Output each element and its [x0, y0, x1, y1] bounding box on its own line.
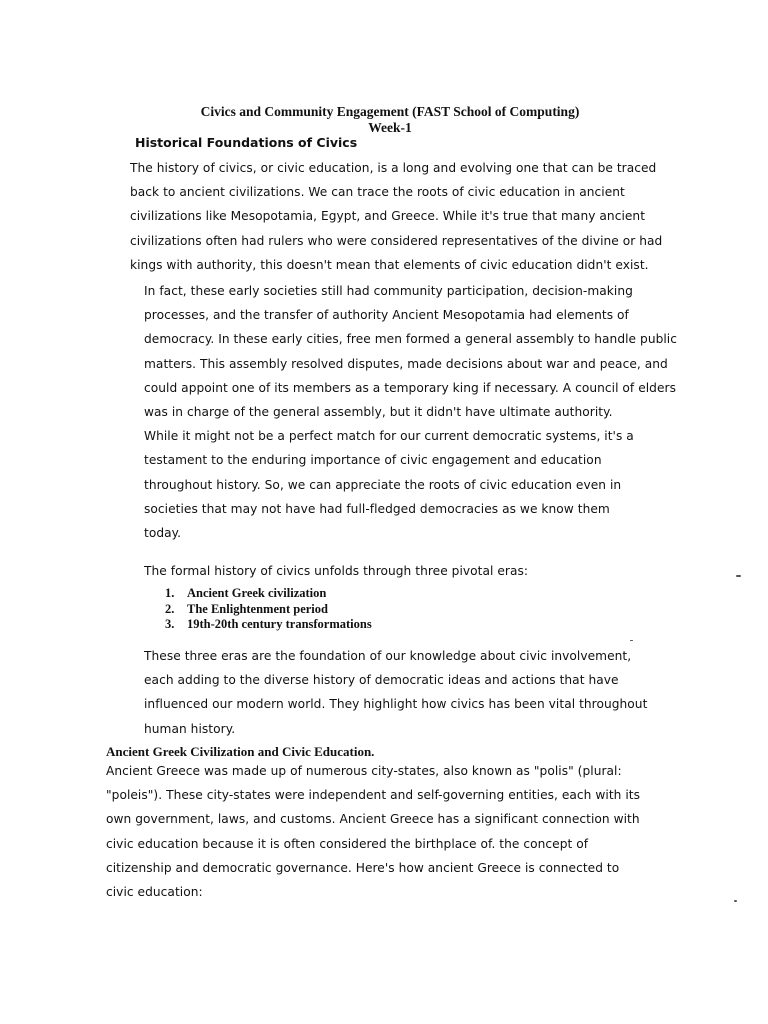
text-line: kings with authority, this doesn't mean that elements of civic education didn't exist. — [130, 257, 649, 272]
section-heading-ancient-greek: Ancient Greek Civilization and Civic Education. — [106, 744, 375, 759]
text-line: human history. — [144, 721, 236, 736]
text-line: influenced our modern world. They highlight how civics has been vital throughout — [144, 697, 648, 712]
section-heading-historical-foundations: Historical Foundations of Civics — [135, 135, 358, 150]
text-line: These three eras are the foundation of our knowledge about civic involvement, — [144, 649, 632, 663]
list-item: 1. Ancient Greek civilization — [165, 586, 327, 600]
text-line: was in charge of the general assembly, but it didn't have ultimate authority. — [144, 405, 613, 420]
text-line: citizenship and democratic governance. Here's how ancient Greece is connected to — [106, 860, 620, 875]
text-line: democracy. In these early cities, free men formed a general assembly to handle public — [144, 332, 677, 347]
paragraph-mesopotamia — [144, 279, 677, 545]
text-line: civilizations like Mesopotamia, Egypt, and Greece. While it's true that many ancient — [130, 209, 646, 224]
list-item: 3. 19th-20th century transformations — [165, 617, 372, 631]
text-line: throughout history. So, we can appreciate the roots of civic education even in — [144, 477, 622, 492]
text-line: Ancient Greece was made up of numerous city-states, also known as "polis" (plural: — [106, 764, 622, 778]
text-line: matters. This assembly resolved disputes, made decisions about war and peace, and — [144, 356, 668, 371]
paragraph-ancient-greece — [106, 759, 641, 904]
text-line: processes, and the transfer of authority Ancient Mesopotamia had elements of — [144, 308, 629, 323]
eras-list — [165, 586, 372, 633]
document-title — [150, 104, 630, 136]
scan-speck — [734, 900, 737, 902]
text-line: back to ancient civilizations. We can trace the roots of civic education in ancient — [130, 185, 625, 200]
paragraph-eras-summary — [144, 644, 648, 741]
paragraph-intro — [130, 156, 663, 277]
scan-speck — [630, 640, 633, 641]
text-line: The history of civics, or civic education, is a long and evolving one that can be traced — [130, 161, 657, 175]
week-label: Week-1 — [368, 120, 412, 135]
text-line: civic education: — [106, 885, 203, 900]
text-line: civilizations often had rulers who were considered representatives of the divine or had — [130, 233, 663, 248]
text-line: societies that may not have had full-fledged democracies as we know them — [144, 501, 610, 516]
paragraph-three-eras-intro: The formal history of civics unfolds through three pivotal eras: — [144, 564, 529, 578]
course-title: Civics and Community Engagement (FAST School of Computing) — [200, 104, 580, 119]
text-line: "poleis"). These city-states were independent and self-governing entities, each with its — [106, 788, 641, 803]
text-line: testament to the enduring importance of civic engagement and education — [144, 453, 602, 468]
text-line: civic education because it is often considered the birthplace of. the concept of — [106, 836, 589, 851]
text-line: In fact, these early societies still had community participation, decision-making — [144, 284, 633, 298]
text-line: While it might not be a perfect match for our current democratic systems, it's a — [144, 429, 634, 444]
text-line: each adding to the diverse history of democratic ideas and actions that have — [144, 673, 619, 688]
text-line: could appoint one of its members as a temporary king if necessary. A council of elders — [144, 380, 676, 395]
list-item: 2. The Enlightenment period — [165, 601, 328, 616]
text-line: own government, laws, and customs. Ancient Greece has a significant connection with — [106, 812, 640, 827]
scan-speck — [736, 575, 741, 577]
text-line: today. — [144, 526, 182, 541]
